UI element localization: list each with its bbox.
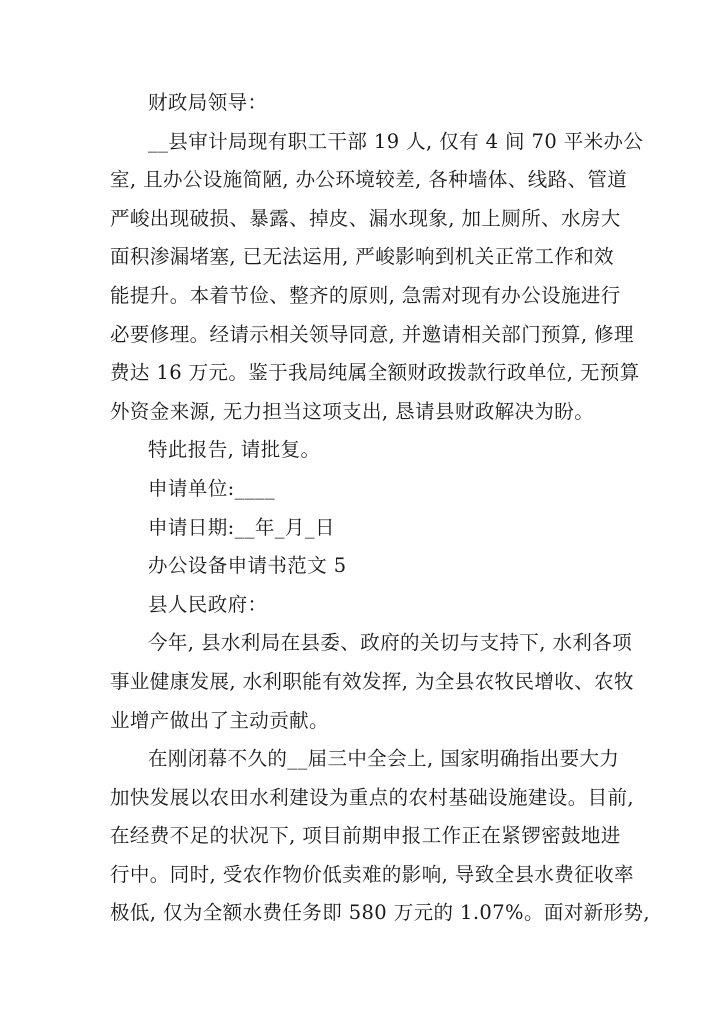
- text-line: 能提升。本着节俭、整齐的原则, 急需对现有办公设施进行: [110, 283, 621, 307]
- text-line: 申请单位:____: [148, 476, 276, 500]
- text-line: 行中。同时, 受农作物价低卖难的影响, 导致全县水费征收率: [110, 862, 634, 886]
- text-line: 加快发展以农田水利建设为重点的农村基础设施建设。目前,: [110, 785, 634, 809]
- text-line: 业增产做出了主动贡献。: [110, 708, 329, 732]
- text-line: 今年, 县水利局在县委、政府的关切与支持下, 水利各项: [148, 631, 633, 655]
- text-line: 在经费不足的状况下, 项目前期申报工作正在紧锣密鼓地进: [110, 824, 621, 848]
- text-line: 县人民政府：: [148, 592, 268, 616]
- text-line: 费达 16 万元。鉴于我局纯属全额财政拨款行政单位, 无预算: [110, 361, 640, 385]
- text-line: 特此报告, 请批复。: [148, 438, 321, 462]
- text-line: 必要修理。经请示相关领导同意, 并邀请相关部门预算, 修理: [110, 322, 634, 346]
- text-line: __县审计局现有职工干部 19 人, 仅有 4 间 70 平米办公: [148, 129, 644, 153]
- text-line: 极低, 仅为全额水费任务即 580 万元的 1.07%。面对新形势,: [110, 901, 650, 925]
- text-line: 财政局领导：: [148, 91, 268, 114]
- text-line: 室, 且办公设施简陋, 办公环境较差, 各种墙体、线路、管道: [110, 168, 628, 192]
- document-body: [110, 84, 650, 933]
- text-line: 严峻出现破损、暴露、掉皮、漏水现象, 加上厕所、水房大: [110, 206, 621, 230]
- text-line: 在刚闭幕不久的__届三中全会上, 国家明确指出要大力: [148, 747, 620, 771]
- text-line: 事业健康发展, 水利职能有效发挥, 为全县农牧民增收、农牧: [110, 669, 634, 693]
- text-line: 外资金来源, 无力担当这项支出, 恳请县财政解决为盼。: [110, 399, 595, 423]
- text-line: 面积渗漏堵塞, 已无法运用, 严峻影响到机关正常工作和效: [110, 245, 614, 269]
- section-heading: 办公设备申请书范文 5: [148, 554, 347, 578]
- text-line: 申请日期:__年_月_日: [148, 515, 335, 539]
